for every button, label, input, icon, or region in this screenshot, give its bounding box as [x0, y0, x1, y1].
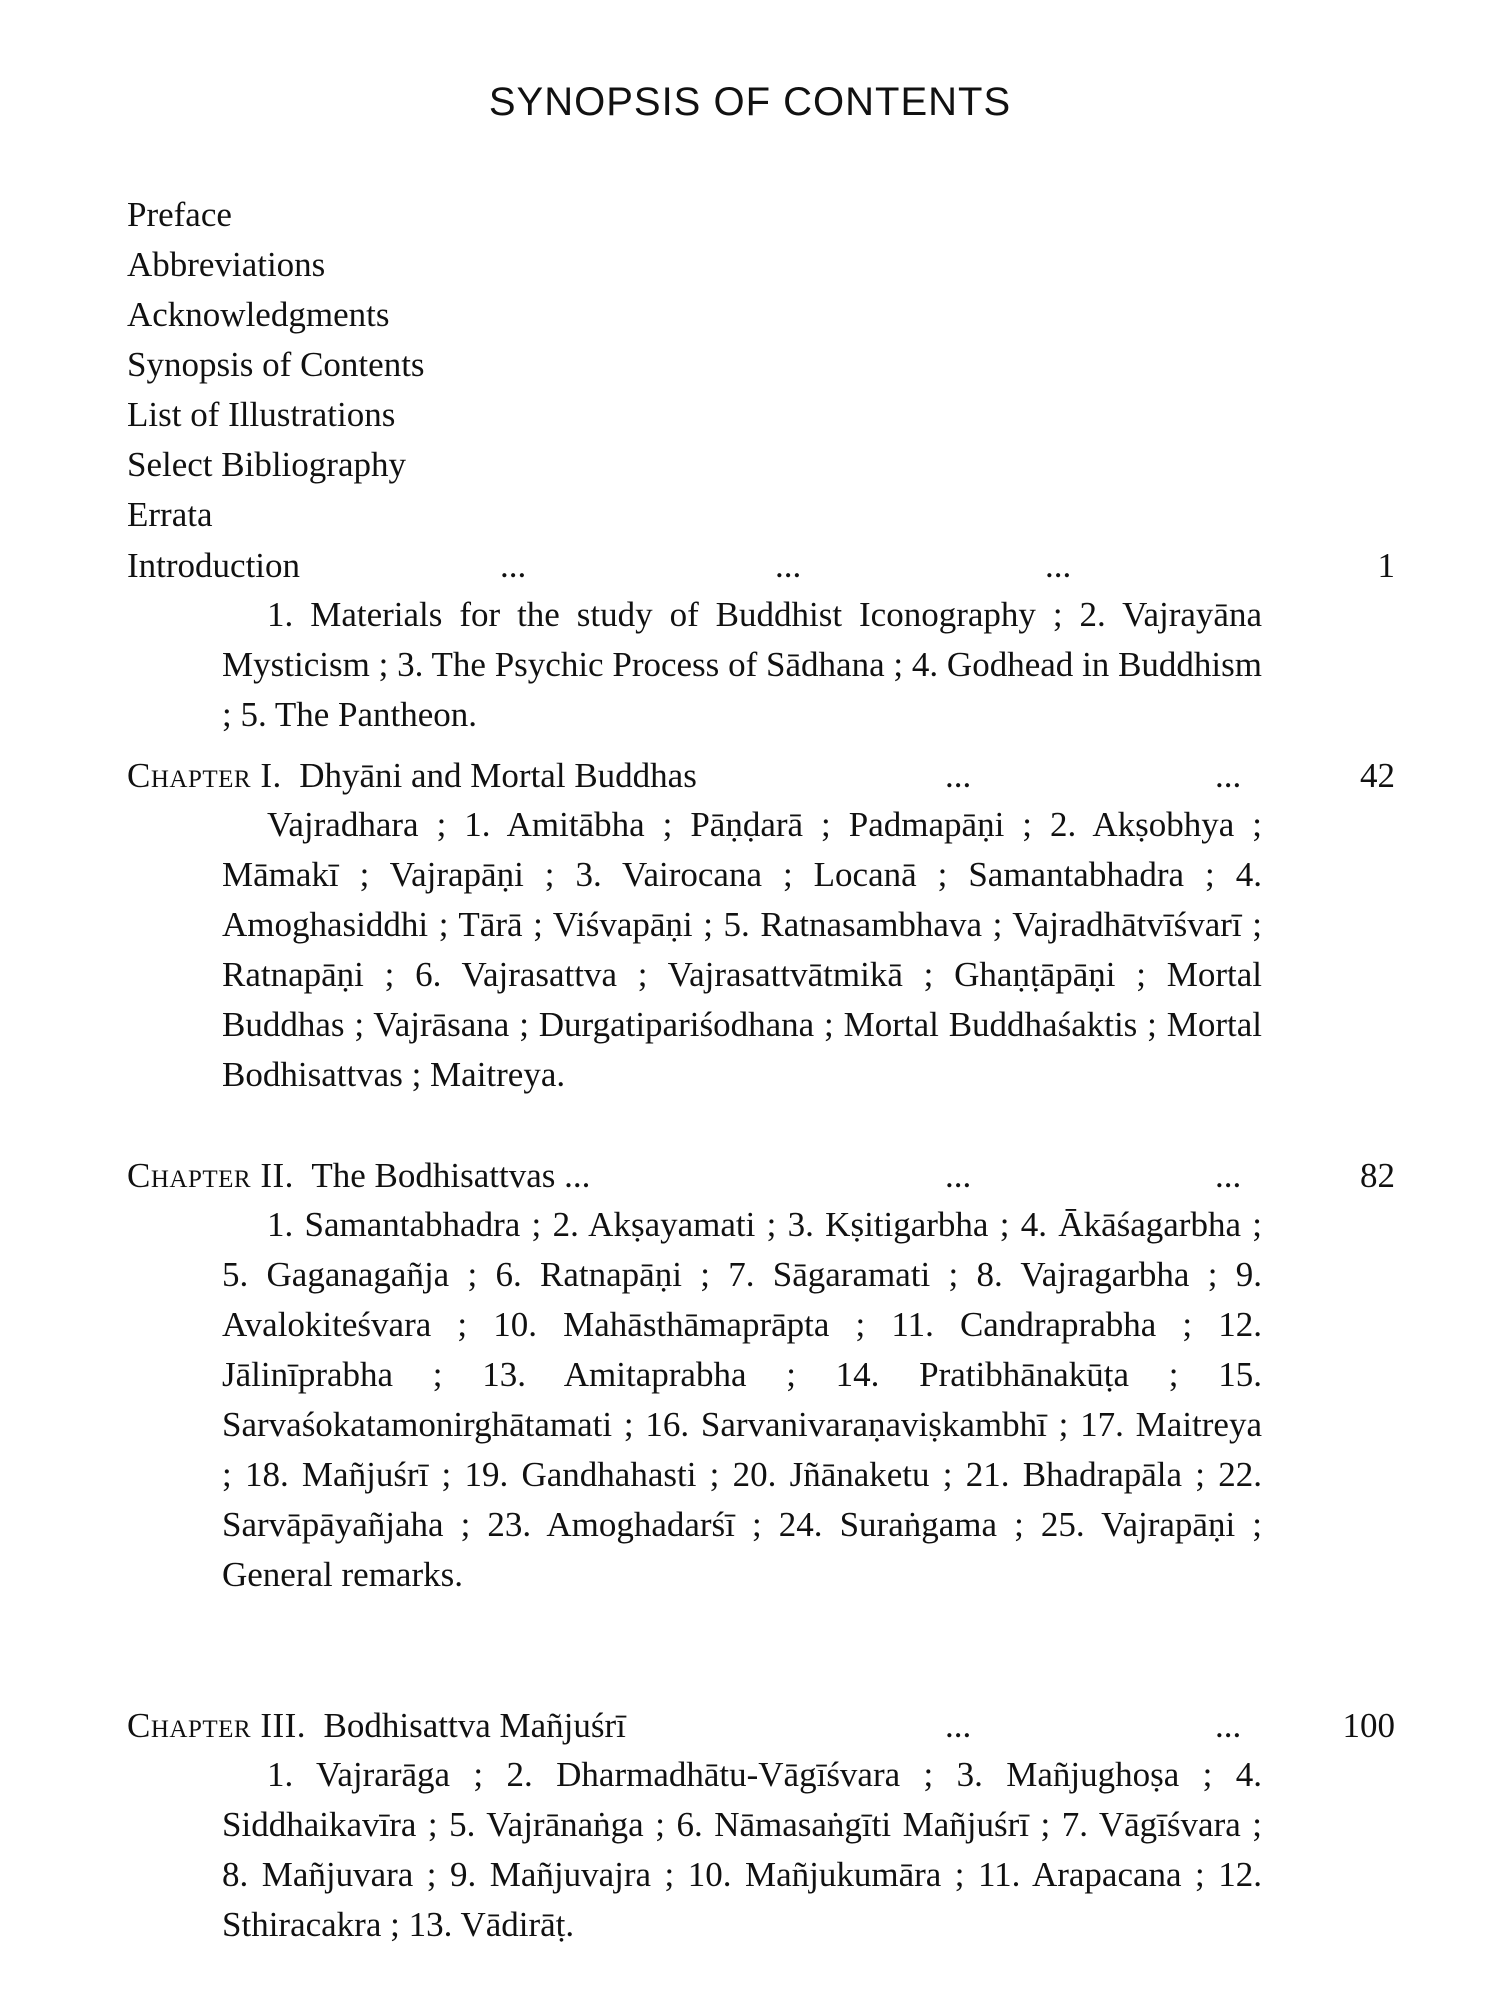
chapter-label: Chapter II.: [127, 1156, 294, 1195]
entry-description: 1. Samantabhadra ; 2. Akṣayamati ; 3. Kṣitigarbha ; 4. Ākāśagarbha ; 5. Gaganagañja ; 6. Ratnapāṇi ; 7. Sāgaramati ; 8. Vajragarbha ; 9. Avalokiteśvara ; 10. Mahāsthāmaprāpta ; 11. Candraprabha ; 12. Jālinīprabha ; 13. Amitaprabha ; 14. Pratibhānakūṭa ; 15. Sarvaśokatamonirghātamati ; 16. Sarvanivaraṇaviṣkambhī ; 17. Maitreya ; 18. Mañjuśrī ; 19. Gandhahasti ; 20. Jñānaketu ; 21. Bhadrapāla ; 22. Sarvāpāyañjaha ; 23. Amoghadarśī ; 24. Suraṅgama ; 25. Vajrapāṇi ; General remarks.: [222, 1205, 1262, 1594]
front-matter-item: Acknowledgments: [127, 295, 390, 334]
leader-dots: ...: [945, 1706, 972, 1745]
leader-dots: ...: [1215, 1156, 1242, 1195]
entry-heading-row: [0, 1150, 1500, 1200]
leader-dots: ...: [945, 1156, 972, 1195]
chapter-1-entry: [0, 750, 1500, 1100]
front-matter-item: Select Bibliography: [127, 445, 406, 484]
chapter-title: Dhyāni and Mortal Buddhas: [299, 756, 697, 795]
front-matter-item: List of Illustrations: [127, 395, 396, 434]
front-matter-item: Synopsis of Contents: [127, 345, 425, 384]
leader-dots: ...: [945, 756, 972, 795]
chapter-title: Bodhisattva Mañjuśrī: [323, 1706, 626, 1745]
entry-description: 1. Materials for the study of Buddhist Iconography ; 2. Vajrayāna Mysticism ; 3. The Psychic Process of Sādhana ; 4. Godhead in Buddhism ; 5. The Pantheon.: [222, 595, 1262, 734]
leader-dots: ...: [1215, 1706, 1242, 1745]
leader-dots: ...: [1045, 546, 1072, 585]
chapter-label: Chapter I.: [127, 756, 282, 795]
front-matter-item: Preface: [127, 195, 232, 234]
chapter-label: Chapter III.: [127, 1706, 307, 1745]
chapter-heading: [127, 1156, 590, 1196]
page-number: 82: [1360, 1156, 1395, 1195]
page-number: 100: [1342, 1706, 1395, 1745]
leader-dots: ...: [775, 546, 802, 585]
entry-description: Vajradhara ; 1. Amitābha ; Pāṇḍarā ; Padmapāṇi ; 2. Akṣobhya ; Māmakī ; Vajrapāṇi ; 3. Vairocana ; Locanā ; Samantabhadra ; 4. Amoghasiddhi ; Tārā ; Viśvapāṇi ; 5. Ratnasambhava ; Vajradhātvīśvarī ; Ratnapāṇi ; 6. Vajrasattva ; Vajrasattvātmikā ; Ghaṇṭāpāṇi ; Mortal Buddhas ; Vajrāsana ; Durgatipariśodhana ; Mortal Buddhaśaktis ; Mortal Bodhisattvas ; Maitreya.: [222, 805, 1262, 1094]
entry-heading-row: [0, 540, 1500, 590]
page-number: 42: [1360, 756, 1395, 795]
introduction-label: Introduction: [127, 546, 301, 585]
page-number: 1: [1377, 546, 1395, 585]
leader-dots: ...: [500, 546, 527, 585]
entry-heading-row: [0, 1700, 1500, 1750]
chapter-title: The Bodhisattvas ...: [311, 1156, 591, 1195]
chapter-3-entry: [0, 1700, 1500, 1950]
front-matter-item: Errata: [127, 495, 213, 534]
front-matter-list: [127, 190, 425, 540]
entry-heading-row: [0, 750, 1500, 800]
leader-dots: ...: [1215, 756, 1242, 795]
page-title: SYNOPSIS OF CONTENTS: [488, 80, 1012, 124]
chapter-heading: [127, 756, 697, 796]
introduction-entry: [0, 540, 1500, 740]
chapter-2-entry: [0, 1150, 1500, 1600]
front-matter-item: Abbreviations: [127, 245, 326, 284]
chapter-heading: [127, 1706, 626, 1746]
entry-description: 1. Vajrarāga ; 2. Dharmadhātu-Vāgīśvara ; 3. Mañjughoṣa ; 4. Siddhaikavīra ; 5. Vajrānaṅga ; 6. Nāmasaṅgīti Mañjuśrī ; 7. Vāgīśvara ; 8. Mañjuvara ; 9. Mañjuvajra ; 10. Mañjukumāra ; 11. Arapacana ; 12. Sthiracakra ; 13. Vādirāṭ.: [222, 1755, 1262, 1944]
